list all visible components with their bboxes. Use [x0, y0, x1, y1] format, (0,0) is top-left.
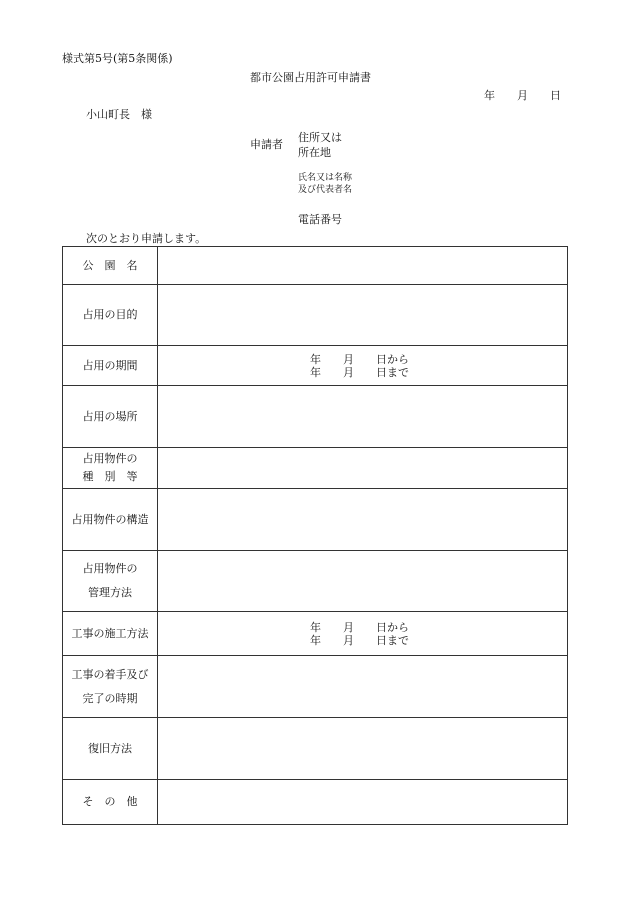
table-row — [63, 346, 568, 386]
row-label: 復旧方法 — [63, 718, 158, 780]
address-label-line1: 住所又は — [298, 131, 342, 144]
table-row — [63, 612, 568, 656]
row-label: 公 園 名 — [63, 247, 158, 285]
table-row — [63, 656, 568, 718]
intro-text: 次のとおり申請します。 — [86, 232, 207, 245]
applicant-label: 申請者 — [250, 138, 283, 151]
occupancy-period-field[interactable] — [158, 346, 568, 386]
row-label: 占用物件の 管理方法 — [63, 551, 158, 612]
construction-to: 年 月 日まで — [310, 633, 409, 647]
row-label: 占用物件の構造 — [63, 489, 158, 551]
table-row — [63, 489, 568, 551]
other-field[interactable] — [158, 780, 568, 825]
table-row — [63, 448, 568, 489]
structure-field[interactable] — [158, 489, 568, 551]
name-label-line1: 氏名又は名称 — [298, 173, 353, 183]
row-label: そ の 他 — [63, 780, 158, 825]
object-type-field[interactable] — [158, 448, 568, 489]
period-to: 年 月 日まで — [310, 365, 409, 379]
form-number: 様式第5号(第5条関係) — [62, 52, 173, 65]
restoration-field[interactable] — [158, 718, 568, 780]
addressee: 小山町長 様 — [86, 108, 152, 121]
name-label-line2: 及び代表者名 — [298, 185, 353, 195]
row-label: 占用物件の 種 別 等 — [63, 448, 158, 489]
phone-label: 電話番号 — [298, 213, 342, 226]
application-table — [62, 246, 568, 825]
table-row — [63, 386, 568, 448]
table-row — [63, 285, 568, 346]
row-label: 工事の着手及び 完了の時期 — [63, 656, 158, 718]
park-name-field[interactable] — [158, 247, 568, 285]
schedule-field[interactable] — [158, 656, 568, 718]
table-row — [63, 780, 568, 825]
row-label: 占用の目的 — [63, 285, 158, 346]
row-label: 占用の期間 — [63, 346, 158, 386]
row-label: 占用の場所 — [63, 386, 158, 448]
row-label: 工事の施工方法 — [63, 612, 158, 656]
management-field[interactable] — [158, 551, 568, 612]
construction-method-field[interactable] — [158, 612, 568, 656]
period-from: 年 月 日から — [310, 352, 409, 366]
location-field[interactable] — [158, 386, 568, 448]
purpose-field[interactable] — [158, 285, 568, 346]
date-line: 年 月 日 — [484, 89, 561, 102]
table-row — [63, 247, 568, 285]
table-row — [63, 718, 568, 780]
table-row — [63, 551, 568, 612]
page-title: 都市公園占用許可申請書 — [250, 71, 371, 84]
address-label-line2: 所在地 — [298, 146, 331, 159]
construction-from: 年 月 日から — [310, 620, 409, 634]
